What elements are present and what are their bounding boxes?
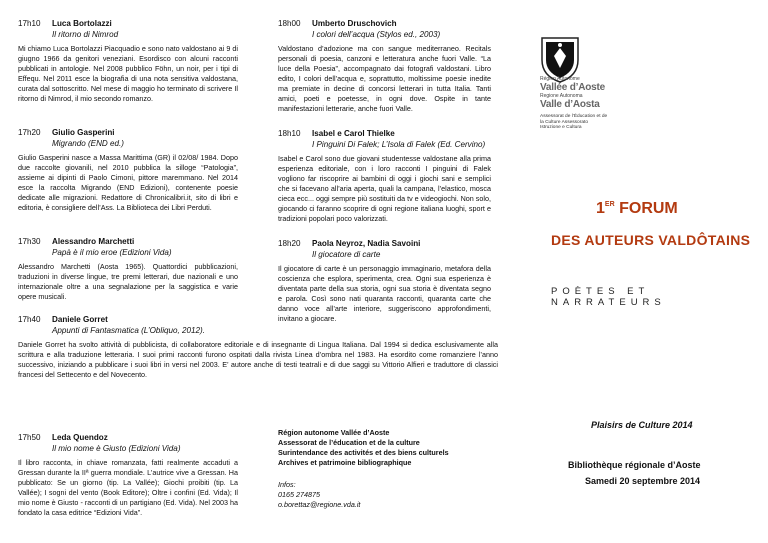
author-name: Daniele Gorret [52, 315, 108, 324]
book-title: Papà è il mio eroe (Edizioni Vida) [52, 248, 172, 257]
author-name: Alessandro Marchetti [52, 237, 135, 246]
entry-time: 17h30 [18, 237, 41, 246]
venue: Bibliothèque régionale d’Aoste [568, 460, 701, 470]
entry-time: 17h10 [18, 19, 41, 28]
author-bio: Daniele Gorret ha svolto attività di pubblicista, di collaboratore editoriale e di insegnante di Lingua Italiana. Dal 1994 si dedica esclusivamente alla scrittura e alla traduzione letteraria. I suoi primi racconti furono ospitati dalla rivista Linea d’ombra nel 1983. Ha esordito come romanziere l’anno successivo, iniziando a pubblicare i suoi libri in versi nel 2003. E’ autore anche di testi teatrali e di due saggi su Vittorio Alfieri e traduttore di classici francesi del Settecento e del Novecento. [18, 340, 498, 379]
footer-line: Région autonome Vallée d’Aoste [278, 428, 390, 437]
organizer-footer [278, 428, 491, 510]
region-line: Regione Autonoma [540, 93, 583, 99]
program-entry [18, 314, 238, 336]
program-entry [278, 238, 491, 324]
author-name: Umberto Druschovich [312, 19, 397, 28]
program-entry [18, 127, 238, 213]
entry-time: 17h20 [18, 128, 41, 137]
forum-title [596, 200, 678, 218]
forum-subtitle: DES AUTEURS VALDÔTAINS [551, 232, 751, 248]
region-line: Région Autonome [540, 76, 580, 82]
footer-line: Archives et patrimoine bibliographique [278, 458, 412, 467]
book-title: Migrando (END ed.) [52, 139, 124, 148]
author-bio: Il libro racconta, in chiave romanzata, fatti realmente accaduti a Gressan durante la IIª guerra mondiale. L’autrice vive a Gressan. Ha pubblicato: Se un giorno (tip. La Vallée); Giochi proibiti (tip. La Vallée); I sogni del vento (Book Editore); Oltre i confini (Ed. Vida); Il mio nome è Giusto - racconti di un partigiano (Ed. Vida). Nel 2003 ha fondato la casa editrice “Edizioni Vida”. [18, 458, 238, 517]
entry-time: 18h00 [278, 19, 301, 28]
program-entry [278, 18, 491, 114]
book-title: Il mio nome è Giusto (Edizioni Vida) [52, 444, 181, 453]
entry-time: 17h40 [18, 315, 41, 324]
event-date: Samedi 20 septembre 2014 [585, 476, 701, 486]
entry-time: 18h10 [278, 129, 301, 138]
poetes-narrateurs: POÈTES ET NARRATEURS [551, 286, 666, 308]
footer-line: Assessorat de l’éducation et de la culture [278, 438, 420, 447]
author-name: Paola Neyroz, Nadia Savoini [312, 239, 421, 248]
forum-ordinal: ER [604, 201, 615, 208]
forum-word: FORUM [619, 200, 678, 217]
author-bio: Valdostano d’adozione ma con sangue mediterraneo. Recitals personali di poesia, canzoni e letteratura anche fuori Valle. “La luce della Poesia”, accompagnato dai fotografi valdostani. Libro edito, I colori dell’acqua e, soprattutto, moltissime poesie inedite ma premiate in decine di concorsi letterari in tutta Italia. Tanti amici, poeti e poetesse, in ogni dove. Ospite in tante manifestazioni letterarie, anche fuori Valle. [278, 44, 491, 113]
entry-time: 17h50 [18, 433, 41, 442]
program-entry [18, 18, 238, 104]
column-right [528, 0, 768, 543]
author-bio: Isabel e Carol sono due giovani studentesse valdostane alla prima esperienza editoriale, con i loro racconti I pinguini di Falek vogliono far riscoprire ai bambini di oggi i giochi sani e semplici che si facevano all’aria aperta, quali la campana, l’elastico, mosca cieca ecc... oggi sempre più sostituiti da tv e videogiochi. Non solo, giocando ci faranno scoprire di ogni regione italiana luoghi, sport e tradizioni popolari poco valorizzati. [278, 154, 491, 223]
footer-line: Surintendance des activités et des biens culturels [278, 448, 449, 457]
entry-time: 18h20 [278, 239, 301, 248]
author-name: Leda Quendoz [52, 433, 108, 442]
author-name: Giulio Gasperini [52, 128, 115, 137]
program-entry [18, 236, 238, 302]
region-line: Vallée d’Aoste [540, 82, 606, 93]
email-address: o.borettaz@regione.vda.it [278, 500, 361, 509]
author-bio: Giulio Gasperini nasce a Massa Marittima (GR) il 02/08/ 1984. Dopo due raccolte giovanili, nel 2010 pubblica la silloge “Patologia”, assieme ai dipinti di Paolo Cimoni, pittore maremmano. Nel 2014 esce la raccolta Migrando (END Edizioni), contenente poesie dedicate alle migrazioni. Redattore di Chronicalibri.it, sito di libri e editoria, è consigliere dell’Ass. La Biblioteca dei Libri Perduti. [18, 153, 238, 212]
book-title: I colori dell’acqua (Stylos ed., 2003) [312, 30, 441, 39]
region-line: Valle d’Aosta [540, 99, 600, 110]
author-bio: Il giocatore di carte è un personaggio immaginario, metafora della coscienza che esplora, sperimenta, crea. Ogni sua esperienza è diventata parte della sua storia, ogni sua storia è diventata segno e parola. Così sono nati quaranta racconti, quaranta carte che danno voce all’arte interiore, suggeriscono approfondimenti, invitano a giocare. [278, 264, 491, 323]
region-logotype [540, 76, 620, 110]
book-title: Il ritorno di Nimrod [52, 30, 119, 39]
book-title: I Pinguini Di Falek; L’Isola di Falek (Ed. Cervino) [312, 140, 486, 149]
assessorat-label: Assessorat de l’Éducation et de la Culture Assessorato Istruzione e Cultura [540, 114, 608, 131]
column-left-bottom [18, 432, 238, 543]
infos-label: Infos: [278, 480, 296, 489]
program-entry [278, 128, 491, 224]
author-name: Luca Bortolazzi [52, 19, 112, 28]
forum-number: 1 [596, 200, 605, 217]
book-title: Il giocatore di carte [312, 250, 381, 259]
program-entry [18, 432, 238, 518]
phone-number: 0165 274875 [278, 490, 320, 499]
author-bio: Alessandro Marchetti (Aosta 1965). Quattordici pubblicazioni, traduzioni in diverse lingue, tre premi letterari, due nazionali e uno internazionale oltre a una segnalazione per la saggistica e varie opere musicali. [18, 262, 238, 301]
plaisirs-de-culture: Plaisirs de Culture 2014 [591, 420, 693, 430]
author-name: Isabel e Carol Thielke [312, 129, 395, 138]
author-bio: Mi chiamo Luca Bortolazzi Piacquadio e sono nato valdostano ai 9 di giugno 1966 da genitori veneziani. Esordisco con alcuni racconti pubblicati in antologie. Nel 2008 pubblico Föhn, un noir, per i tipi di Effequ. Nel 2011 esce la biografia di una nota sensitiva valdostana, curata dal sottoscritto. Nel mese di maggio ho terminato di scrivere Il ritorno di Nimrod, il mio secondo romanzo. [18, 44, 238, 103]
book-title: Appunti di Fantasmatica (L’Obliquo, 2012). [52, 326, 205, 335]
